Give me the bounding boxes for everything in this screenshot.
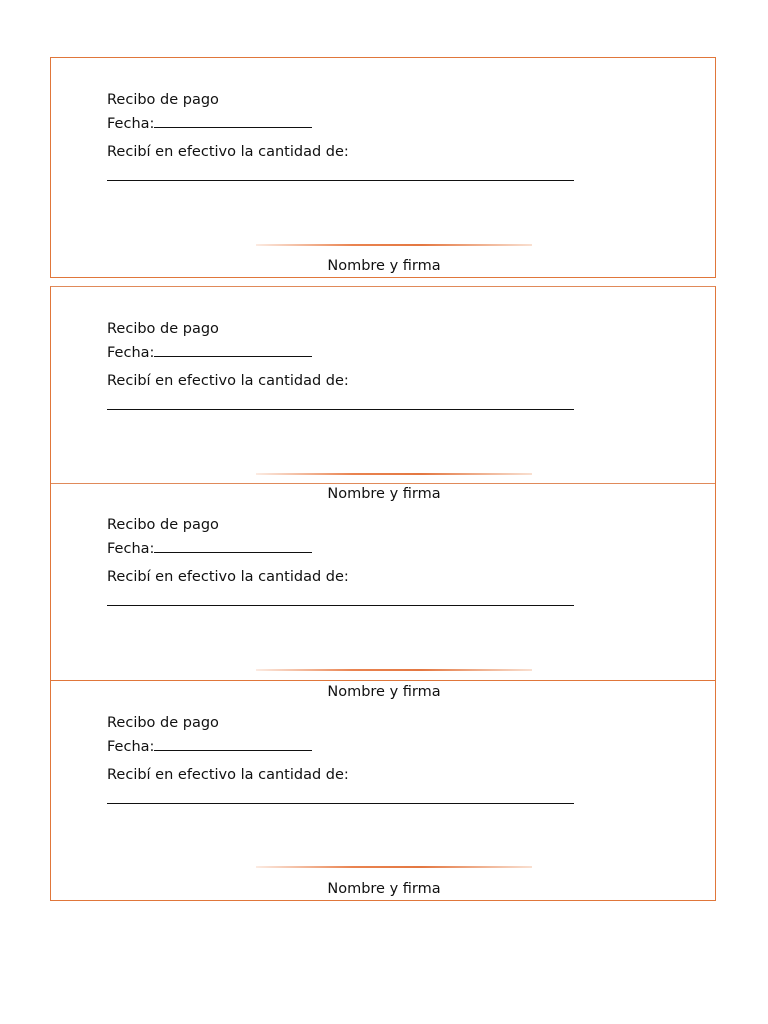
receipt-title: Recibo de pago xyxy=(107,321,219,337)
amount-blank-line xyxy=(107,180,574,181)
date-label: Fecha: xyxy=(107,116,155,132)
date-blank-line xyxy=(154,113,312,128)
signature-line xyxy=(256,473,532,475)
amount-label: Recibí en efectivo la cantidad de: xyxy=(107,767,349,783)
receipt-card xyxy=(50,286,716,484)
signature-label: Nombre y firma xyxy=(327,684,441,700)
date-blank-line xyxy=(154,736,312,751)
receipt-title: Recibo de pago xyxy=(107,715,219,731)
date-label: Fecha: xyxy=(107,541,155,557)
signature-label: Nombre y firma xyxy=(327,486,441,502)
amount-label: Recibí en efectivo la cantidad de: xyxy=(107,144,349,160)
date-field xyxy=(107,538,312,558)
amount-blank-line xyxy=(107,605,574,606)
amount-label: Recibí en efectivo la cantidad de: xyxy=(107,373,349,389)
signature-line xyxy=(256,244,532,246)
signature-label: Nombre y firma xyxy=(327,258,441,274)
receipt-card xyxy=(50,57,716,278)
date-field xyxy=(107,113,312,133)
signature-line xyxy=(256,669,532,671)
receipt-title: Recibo de pago xyxy=(107,517,219,533)
date-label: Fecha: xyxy=(107,345,155,361)
date-label: Fecha: xyxy=(107,739,155,755)
date-field xyxy=(107,736,312,756)
amount-blank-line xyxy=(107,803,574,804)
amount-label: Recibí en efectivo la cantidad de: xyxy=(107,569,349,585)
receipt-card xyxy=(50,680,716,901)
amount-blank-line xyxy=(107,409,574,410)
signature-line xyxy=(256,866,532,868)
date-blank-line xyxy=(154,538,312,553)
receipt-title: Recibo de pago xyxy=(107,92,219,108)
date-blank-line xyxy=(154,342,312,357)
date-field xyxy=(107,342,312,362)
signature-label: Nombre y firma xyxy=(327,881,441,897)
receipt-card xyxy=(50,483,716,681)
